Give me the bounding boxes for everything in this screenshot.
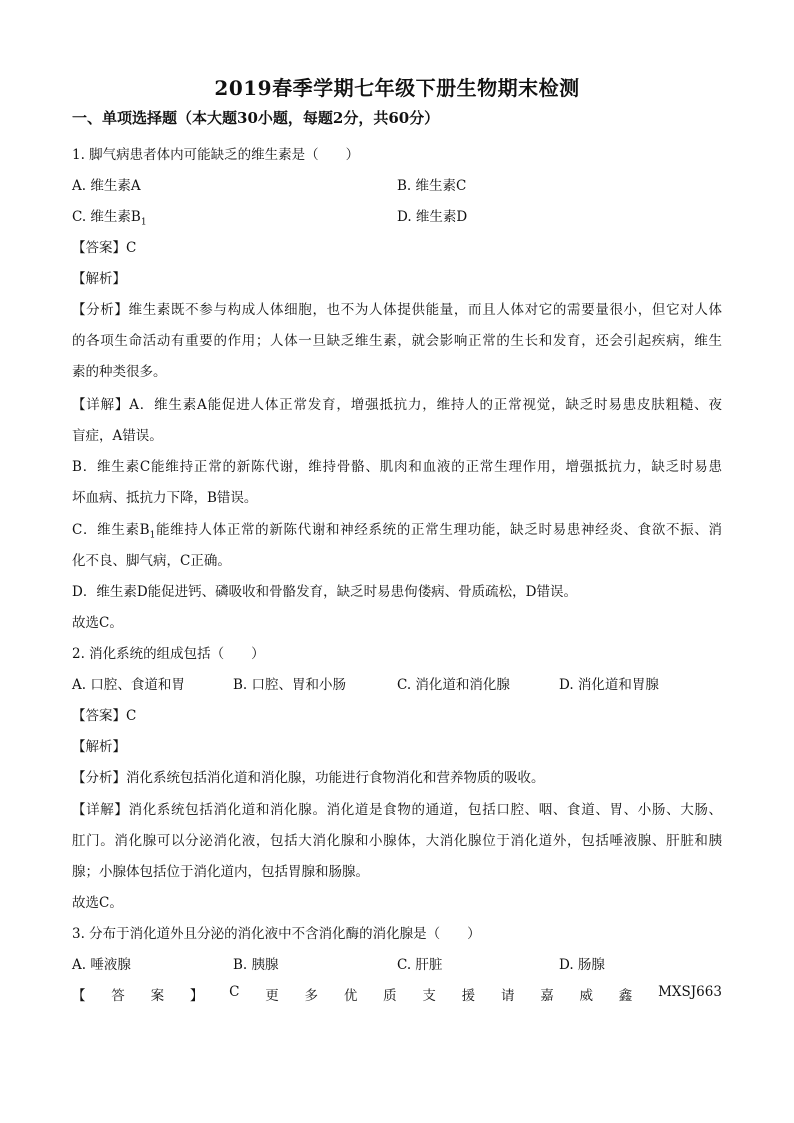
question-2-analysis-label: 【解析】 — [72, 739, 126, 755]
answer-char: 案 — [150, 988, 165, 1004]
answer-char: 支 — [422, 988, 436, 1004]
question-1-detail-line: 化不良、脚气病，C正确。 — [72, 553, 231, 569]
question-2-detail-line: 肛门。消化腺可以分泌消化液，包括大消化腺和小腺体，大消化腺位于消化道外，包括唾液腺、肝脏和胰 — [72, 833, 722, 849]
question-1-detail-line: 【详解】A．维生素A能促进人体正常发育，增强抵抗力，维持人的正常视觉，缺乏时易患皮肤粗糙、夜 — [72, 397, 722, 413]
question-1-detail-line: D．维生素D能促进钙、磷吸收和骨骼发育，缺乏时易患佝偻病、骨质疏松，D错误。 — [72, 584, 577, 600]
question-2-answer: 【答案】C — [72, 708, 137, 724]
question-3-option-a: A. 唾液腺 — [72, 957, 131, 973]
question-3-stem: 3. 分布于消化道外且分泌的消化液中不含消化酶的消化腺是（ ） — [72, 926, 481, 942]
answer-char: 多 — [304, 988, 319, 1004]
question-2-stem: 2. 消化系统的组成包括（ ） — [72, 646, 265, 662]
question-3-option-b: B. 胰腺 — [233, 957, 279, 973]
question-1-analysis-label: 【解析】 — [72, 271, 126, 287]
question-2-option-d: D. 消化道和胃腺 — [559, 677, 659, 693]
question-3-option-c: C. 肝脏 — [397, 957, 443, 973]
question-1-option-d: D. 维生素D — [397, 209, 468, 225]
answer-char: 嘉 — [540, 988, 554, 1004]
answer-char: 威 — [579, 988, 593, 1004]
question-1-detail-line: B．维生素C能维持正常的新陈代谢，维持骨骼、肌肉和血液的正常生理作用，增强抵抗力，缺乏时易患 — [72, 459, 722, 475]
answer-char: 答 — [111, 988, 125, 1004]
question-1-fenxi-line: 【分析】维生素既不参与构成人体细胞，也不为人体提供能量，而且人体对它的需要量很小，但它对人体 — [72, 302, 722, 318]
question-2-detail-line: 【详解】消化系统包括消化道和消化腺。消化道是食物的通道，包括口腔、咽、食道、胃、小肠、大肠、 — [72, 802, 722, 818]
question-2-fenxi-line: 【分析】消化系统包括消化道和消化腺，功能进行食物消化和营养物质的吸收。 — [72, 770, 545, 786]
answer-char: 请 — [500, 988, 515, 1004]
question-2-option-a: A. 口腔、食道和胃 — [72, 677, 185, 693]
answer-char: 鑫 — [618, 988, 633, 1004]
answer-code: MXSJ663 — [658, 984, 722, 1000]
question-1-stem: 1. 脚气病患者体内可能缺乏的维生素是（ ） — [72, 147, 360, 163]
answer-char: C — [229, 984, 240, 1000]
page-title: 2019春季学期七年级下册生物期末检测 — [214, 76, 580, 100]
question-1-option-c: C. 维生素$B_1$ — [72, 209, 147, 228]
answer-char: 援 — [461, 988, 476, 1004]
question-3-option-d: D. 肠腺 — [559, 957, 605, 973]
question-2-option-b: B. 口腔、胃和小肠 — [233, 677, 347, 693]
question-1-answer: 【答案】C — [72, 240, 137, 256]
question-1-fenxi-line: 素的种类很多。 — [72, 364, 167, 380]
question-2-conclusion: 故选C。 — [72, 895, 123, 911]
question-3-answer-line — [72, 984, 722, 1004]
answer-char: 【 — [72, 988, 86, 1004]
answer-char: 质 — [383, 988, 397, 1004]
question-2-option-c: C. 消化道和消化腺 — [397, 677, 510, 693]
question-1-detail-line: C．维生素$B_1$能维持人体正常的新陈代谢和神经系统的正常生理功能，缺乏时易患神经炎、食欲不振、消 — [72, 522, 723, 541]
question-1-detail-line: 盲症，A错误。 — [72, 428, 163, 444]
answer-char: 】 — [189, 988, 204, 1004]
answer-char: 优 — [343, 988, 358, 1004]
question-1-option-b: B. 维生素C — [397, 178, 467, 194]
section-heading: 一、单项选择题（本大题30小题，每题2分，共60分） — [72, 109, 440, 127]
question-1-detail-line: 坏血病、抵抗力下降，B错误。 — [72, 490, 258, 506]
question-1-option-a: A. 维生素A — [72, 178, 141, 194]
question-1-fenxi-line: 的各项生命活动有重要的作用；人体一旦缺乏维生素，就会影响正常的生长和发育，还会引起疾病，维生 — [72, 333, 722, 349]
question-2-detail-line: 腺；小腺体包括位于消化道内，包括胃腺和肠腺。 — [72, 864, 369, 880]
question-1-conclusion: 故选C。 — [72, 615, 123, 631]
answer-char: 更 — [265, 988, 279, 1004]
